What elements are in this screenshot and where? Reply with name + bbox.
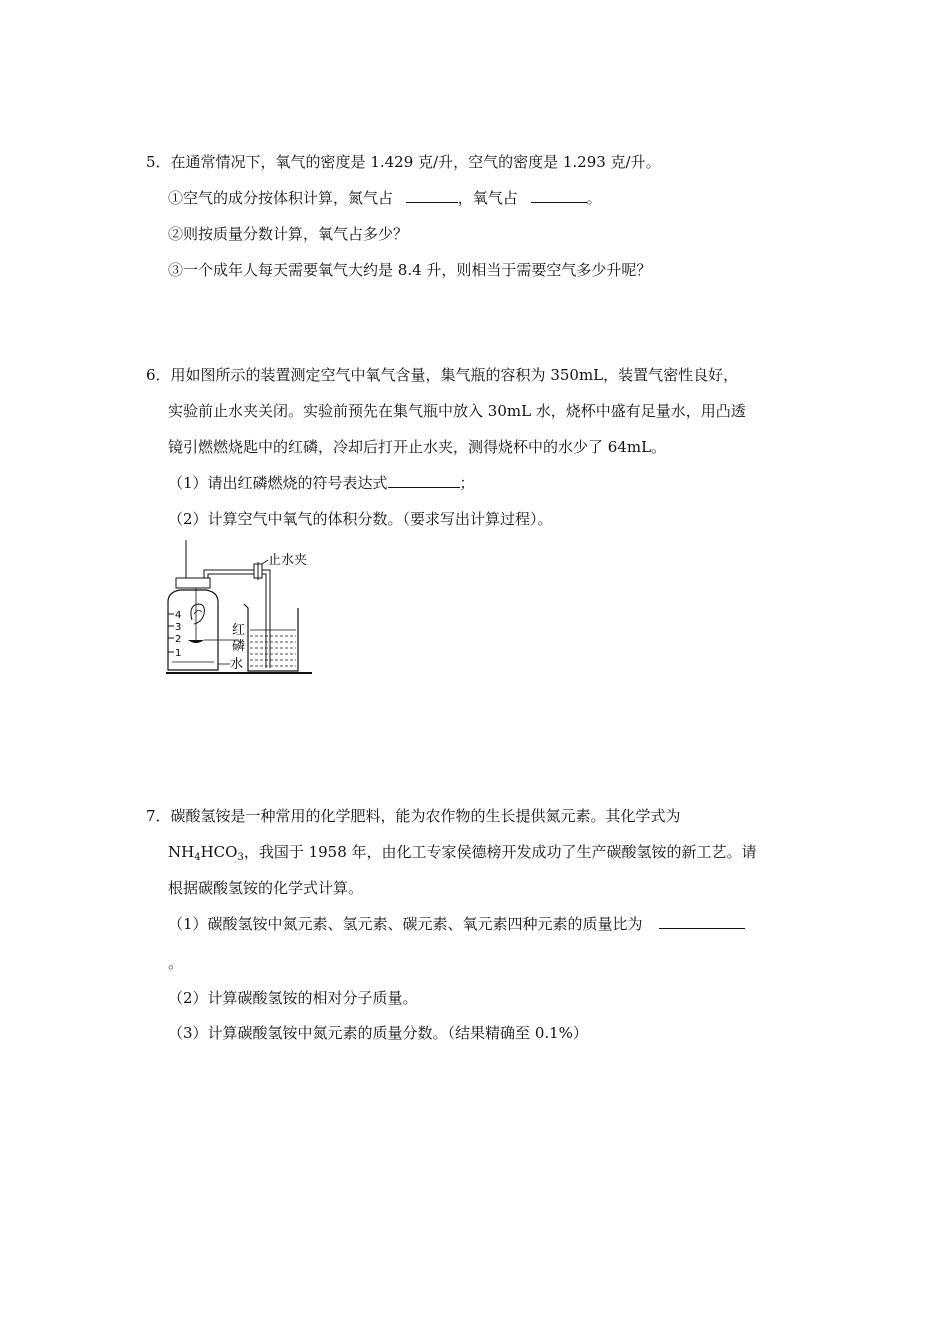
label-red: 红 — [232, 623, 246, 638]
scale-label-3: 3 — [175, 622, 182, 633]
q6-sub2: （2）计算空气中氧气的体积分数。（要求写出计算过程）。 — [168, 510, 553, 528]
q7-line2 — [168, 842, 757, 868]
q5-part1-text-c: 。 — [586, 189, 602, 207]
clamp-label: 止水夹 — [268, 553, 308, 568]
q7-sub1-end: 。 — [168, 954, 184, 972]
q7-line2-rest: ，我国于 1958 年，由化工专家侯德榜开发成功了生产碳酸氢铵的新工艺。请 — [243, 843, 757, 861]
q7-formula-sub3: 3 — [237, 852, 244, 863]
q5-part1 — [168, 188, 602, 208]
beaker-water — [250, 630, 296, 666]
q5-part3: ③一个成年人每天需要氧气大约是 8.4 升，则相当于需要空气多少升呢？ — [168, 261, 652, 279]
label-phosphorus: 磷 — [232, 639, 246, 654]
q7-sub1-text: （1）碳酸氢铵中氮元素、氢元素、碳元素、氧元素四种元素的质量比为 — [168, 915, 643, 933]
q7-formula-hco: HCO — [200, 843, 238, 861]
q6-line2: 实验前止水夹关闭。实验前预先在集气瓶中放入 30mL 水，烧杯中盛有足量水，用凸透 — [168, 402, 746, 420]
q6-sub1-text: （1）请出红磷燃烧的符号表达式 — [168, 474, 388, 492]
q6-sub1 — [168, 473, 475, 493]
scale-label-1: 1 — [175, 648, 182, 659]
scale-label-4: 4 — [175, 610, 182, 621]
label-water: 水 — [230, 657, 244, 672]
apparatus-svg — [160, 540, 320, 680]
q5-part1-text-a: ①空气的成分按体积计算，氮气占 — [168, 189, 394, 207]
bottle-stopper — [176, 578, 210, 588]
q6-sub1-end: ； — [459, 474, 475, 492]
q7-mass-ratio-blank[interactable] — [659, 914, 745, 929]
q7-line3: 根据碳酸氢铵的化学式计算。 — [168, 879, 364, 897]
q5-oxygen-blank[interactable] — [531, 188, 587, 203]
q6-line3: 镜引燃燃烧匙中的红磷，冷却后打开止水夹，测得烧杯中的水少了 64mL。 — [168, 438, 667, 456]
q6-line1: 6．用如图所示的装置测定空气中氧气含量，集气瓶的容积为 350mL，装置气密性良好， — [146, 366, 739, 384]
q7-sub2: （2）计算碳酸氢铵的相对分子质量。 — [168, 989, 418, 1007]
q5-stem: 5．在通常情况下，氧气的密度是 1.429 克/升，空气的密度是 1.293 克/升。 — [146, 153, 661, 171]
q7-sub3: （3）计算碳酸氢铵中氮元素的质量分数。（结果精确至 0.1%） — [168, 1024, 588, 1042]
q5-part1-text-b: ，氧气占 — [457, 189, 518, 207]
q5-part2: ②则按质量分数计算，氧气占多少？ — [168, 225, 409, 243]
q7-line1: 7．碳酸氢铵是一种常用的化学肥料，能为农作物的生长提供氮元素。其化学式为 — [146, 807, 681, 825]
q7-sub1 — [168, 914, 745, 934]
q5-nitrogen-blank[interactable] — [406, 188, 458, 203]
scale-label-2: 2 — [175, 634, 182, 645]
q6-equation-blank[interactable] — [388, 473, 460, 488]
q7-formula-nh: NH — [168, 843, 195, 861]
experiment-apparatus-figure — [160, 540, 320, 680]
tube-lower — [208, 574, 260, 578]
beaker — [244, 604, 298, 671]
q7-formula-sub4: 4 — [194, 852, 201, 863]
